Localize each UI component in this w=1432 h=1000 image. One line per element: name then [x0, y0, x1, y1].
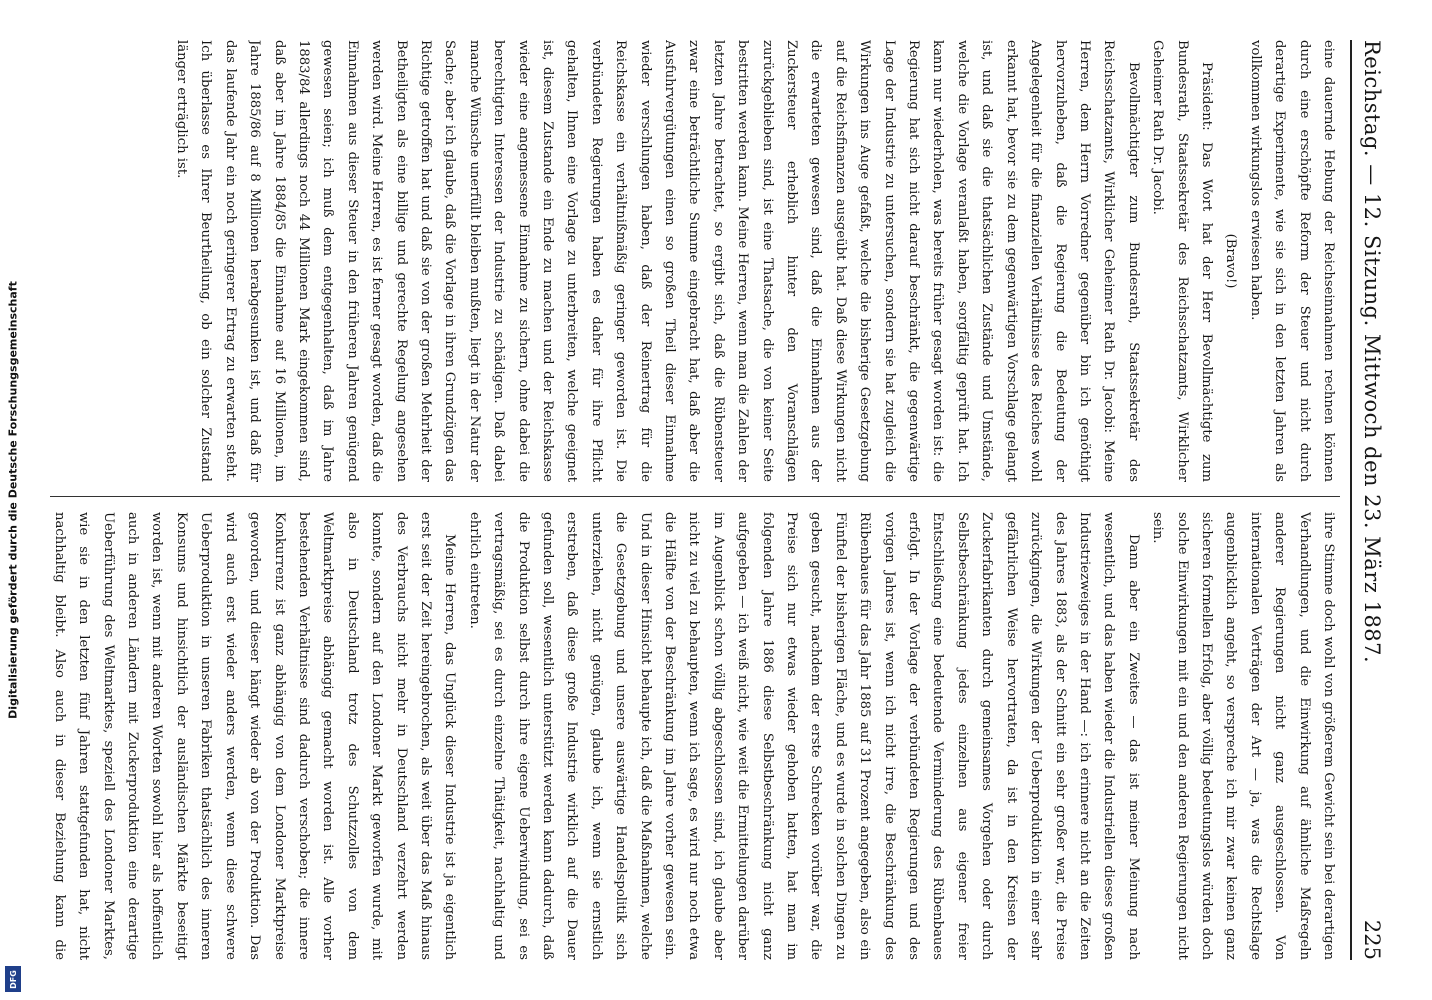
paragraph: Dann aber ein Zweites — das ist meiner Meinung nach wesentlich, und das haben wieder die Industriellen dieses großen Industriezweiges in der Hand —: ich erinnere nicht an die Zeiten des Jahres 1883, als der Schnitt ein sehr großer war, die Preise zurückgingen, die Wirkungen der Ueberproduktion in einer sehr gefährlichen Weise hervortraten, da ist in den Kreisen der Zuckerfabrikanten durch gemeinsames Vorgehen oder durch Selbstbeschränkung jedes einzelnen aus eigener freier Entschließung eine bedeutende Verminderung des Rübenbaues erfolgt. In der Vorlage der verbündeten Regierungen und des vorigen Jahres ist, wenn ich nicht irre, die Beschränkung des Rübenbaues für das Jahr 1885 auf 31 Prozent angegeben, also ein Fünftel der bisherigen Fläche, und es wurde in solchen Dingen zu geben gesucht, nachdem der erste Schrecken vorüber war, die Preise sich nur etwas wieder gehoben hatten, hat man im folgenden Jahre 1886 diese Selbstbeschränkung nicht ganz aufgegeben — ich weiß nicht, wie weit die Ermittelungen darüber im Augenblick schon völlig abgeschlossen sind, ich glaube aber nicht zu viel zu behaupten, wenn ich sage, es wird nur noch etwa die Hälfte von der Beschränkung im Jahre vorher gewesen sein. Und in dieser Hinsicht behaupte ich, daß die Maßnahmen, welche die Gesetzgebung und unsere auswärtige Handelspolitik sich unterziehen, nicht genügen, glaube ich, wenn sie ernstlich erstreben, daß diese große Industrie wirklich auf die Dauer gefunden soll, wesentlich unterstützt werden kann dadurch, daß die Produktion selbst durch ihre eigene Ueberwindung, sei es vertragsmäßig, sei es durch einzelne Thätigkeit, nachhaltig und ehrlich eintreten. [466, 512, 1141, 960]
right-column [50, 512, 1340, 960]
interjection: (Bravo!) [1223, 233, 1239, 289]
paragraph: Bevollmächtigter zum Bundesrath, Staatssekretär des Reichsschatzamts, Wirklicher Geheimer Rath Dr. Jacobi: Meine Herren, dem Herrn Vorredner gegenüber bin ich genöthigt hervorzuheben, daß die Regierung die Bedeutung der Angelegenheit für die finanziellen Verhältnisse des Reiches wohl erkannt hat, bevor sie zu dem gegenwärtigen Vorschlage gelangt ist, und daß sie die thatsächlichen Zustände und Umstände, welche die Vorlage veranlaßt haben, sorgfältig geprüft hat. Ich kann nur wiederholen, was bereits früher gesagt worden ist: die Regierung hat sich nicht darauf beschränkt, die gegenwärtige Lage der Industrie zu untersuchen, sondern sie hat zugleich die Wirkungen ins Auge gefaßt, welche die bisherige Gesetzgebung auf die Reichsfinanzen ausgeübt hat. Daß diese Wirkungen nicht die erwarteten gewesen sind, daß die Einnahmen aus der Zuckersteuer erheblich hinter den Voranschlägen zurückgeblieben sind, ist eine Thatsache, die von keiner Seite bestritten werden kann. Meine Herren, wenn man die Zahlen der letzten Jahre betrachtet, so ergibt sich, daß die Rübensteuer zwar eine beträchtliche Summe eingebracht hat, daß aber die Ausfuhrvergütungen einen so großen Theil dieser Einnahme wieder verschlungen haben, daß der Reinertrag für die Reichskasse ein verhältnißmäßig geringer geworden ist. Die verbündeten Regierungen haben es daher für ihre Pflicht gehalten, Ihnen eine Vorlage zu unterbreiten, welche geeignet ist, diesem Zustande ein Ende zu machen und der Reichskasse wieder eine angemessene Einnahme zu sichern, ohne dabei die berechtigten Interessen der Industrie zu schädigen. Daß dabei manche Wünsche unerfüllt bleiben mußten, liegt in der Natur der Sache; aber ich glaube, daß die Vorlage in ihren Grundzügen das Richtige getroffen hat und daß sie von der großen Mehrheit der Betheiligten als eine billige und gerechte Regelung angesehen werden wird. Meine Herren, es ist ferner gesagt worden, daß die Einnahmen aus dieser Steuer in den früheren Jahren genügend gewesen seien; ich muß dem entgegenhalten, daß im Jahre 1883/84 allerdings noch 44 Millionen Mark eingekommen sind, daß aber im Jahre 1884/85 die Einnahme auf 16 Millionen, im Jahre 1885/86 auf 8 Millionen herabgesunken ist, und daß für das laufende Jahr ein noch geringerer Ertrag zu erwarten steht. Ich überlasse es Ihrer Beurtheilung, ob ein solcher Zustand länger erträglich ist. [173, 40, 1141, 482]
header-rule [1350, 40, 1352, 960]
paragraph: eine dauernde Hebung der Reichseinnahmen rechnen können durch eine erschöpfte Reform der Steuer und nicht durch derartige Experimente, wie sie sich in den letzten Jahren als vollkommen wirkungslos erwiesen haben. [1247, 40, 1336, 482]
digitization-strip [0, 0, 27, 1000]
dfg-logo-text: DFG [8, 969, 18, 989]
scanned-page [26, 0, 1432, 1000]
running-title: Reichstag. — 12. Sitzung. Mittwoch den 23. März 1887. [1360, 40, 1384, 664]
paragraph: Präsident: Das Wort hat der Herr Bevollmächtigte zum Bundesrath, Staatssekretär des Reichsschatzamts, Wirklicher Geheimer Rath Dr. Jacobi. [1150, 40, 1214, 482]
paragraph: Meine Herren, das Unglück dieser Industrie ist ja eigentlich erst seit der Zeit hereingebrochen, als weit über das Maß hinaus des Verbrauchs nicht mehr in Deutschland verzehrt werden konnte, sondern auf den Londoner Markt geworfen wurde, mit also in Deutschland trotz des Schutzzolles von dem Weltmarktpreise abhängig gemacht worden ist. Alle vorher bestehenden Verhältnisse sind dadurch verschoben; die innere Konkurrenz ist ganz abhängig von dem Londoner Marktpreise geworden, und dieser hängt wieder ab von der Produktion. Das wird auch erst wieder anders werden, wenn diese schwere Ueberproduktion in unseren Fabriken thatsächlich des inneren Konsums und hinsichtlich der ausländischen Märkte beseitigt worden ist, wenn mit anderen Worten sowohl hier als hoffentlich auch in anderen Ländern mit Zuckerproduktion eine derartige Ueberführung des Weltmarktes, speziell des Londoner Marktes, wie sie in den letzten fünf Jahren stattgefunden hat, nicht nachhaltig bleibt. Also auch in dieser Beziehung kann die [51, 512, 458, 960]
page-number: 225 [1360, 919, 1384, 960]
column-divider [50, 496, 1340, 497]
paragraph: ihre Stimme doch wohl von größerem Gewicht sein bei derartigen Verhandlungen, und die Einwirkung auf ähnliche Maßregeln anderer Regierungen nicht ganz ausgeschlossen. Von internationalen Verträgen der Art — ja, was die Rechtslage augenblicklich angeht, so verspreche ich mir zwar keinen ganz sicheren formellen Erfolg, aber völlig bedeutungslos würden doch solche Einwirkungen mit ein und den anderen Regierungen nicht sein. [1150, 512, 1336, 960]
rotated-page-content [26, 0, 1432, 1000]
digitization-credit: Digitalisierung gefördert durch die Deutsche Forschungsgemeinschaft [6, 281, 20, 719]
page-header [1354, 40, 1394, 960]
left-column [50, 40, 1340, 482]
dfg-logo [5, 966, 21, 992]
